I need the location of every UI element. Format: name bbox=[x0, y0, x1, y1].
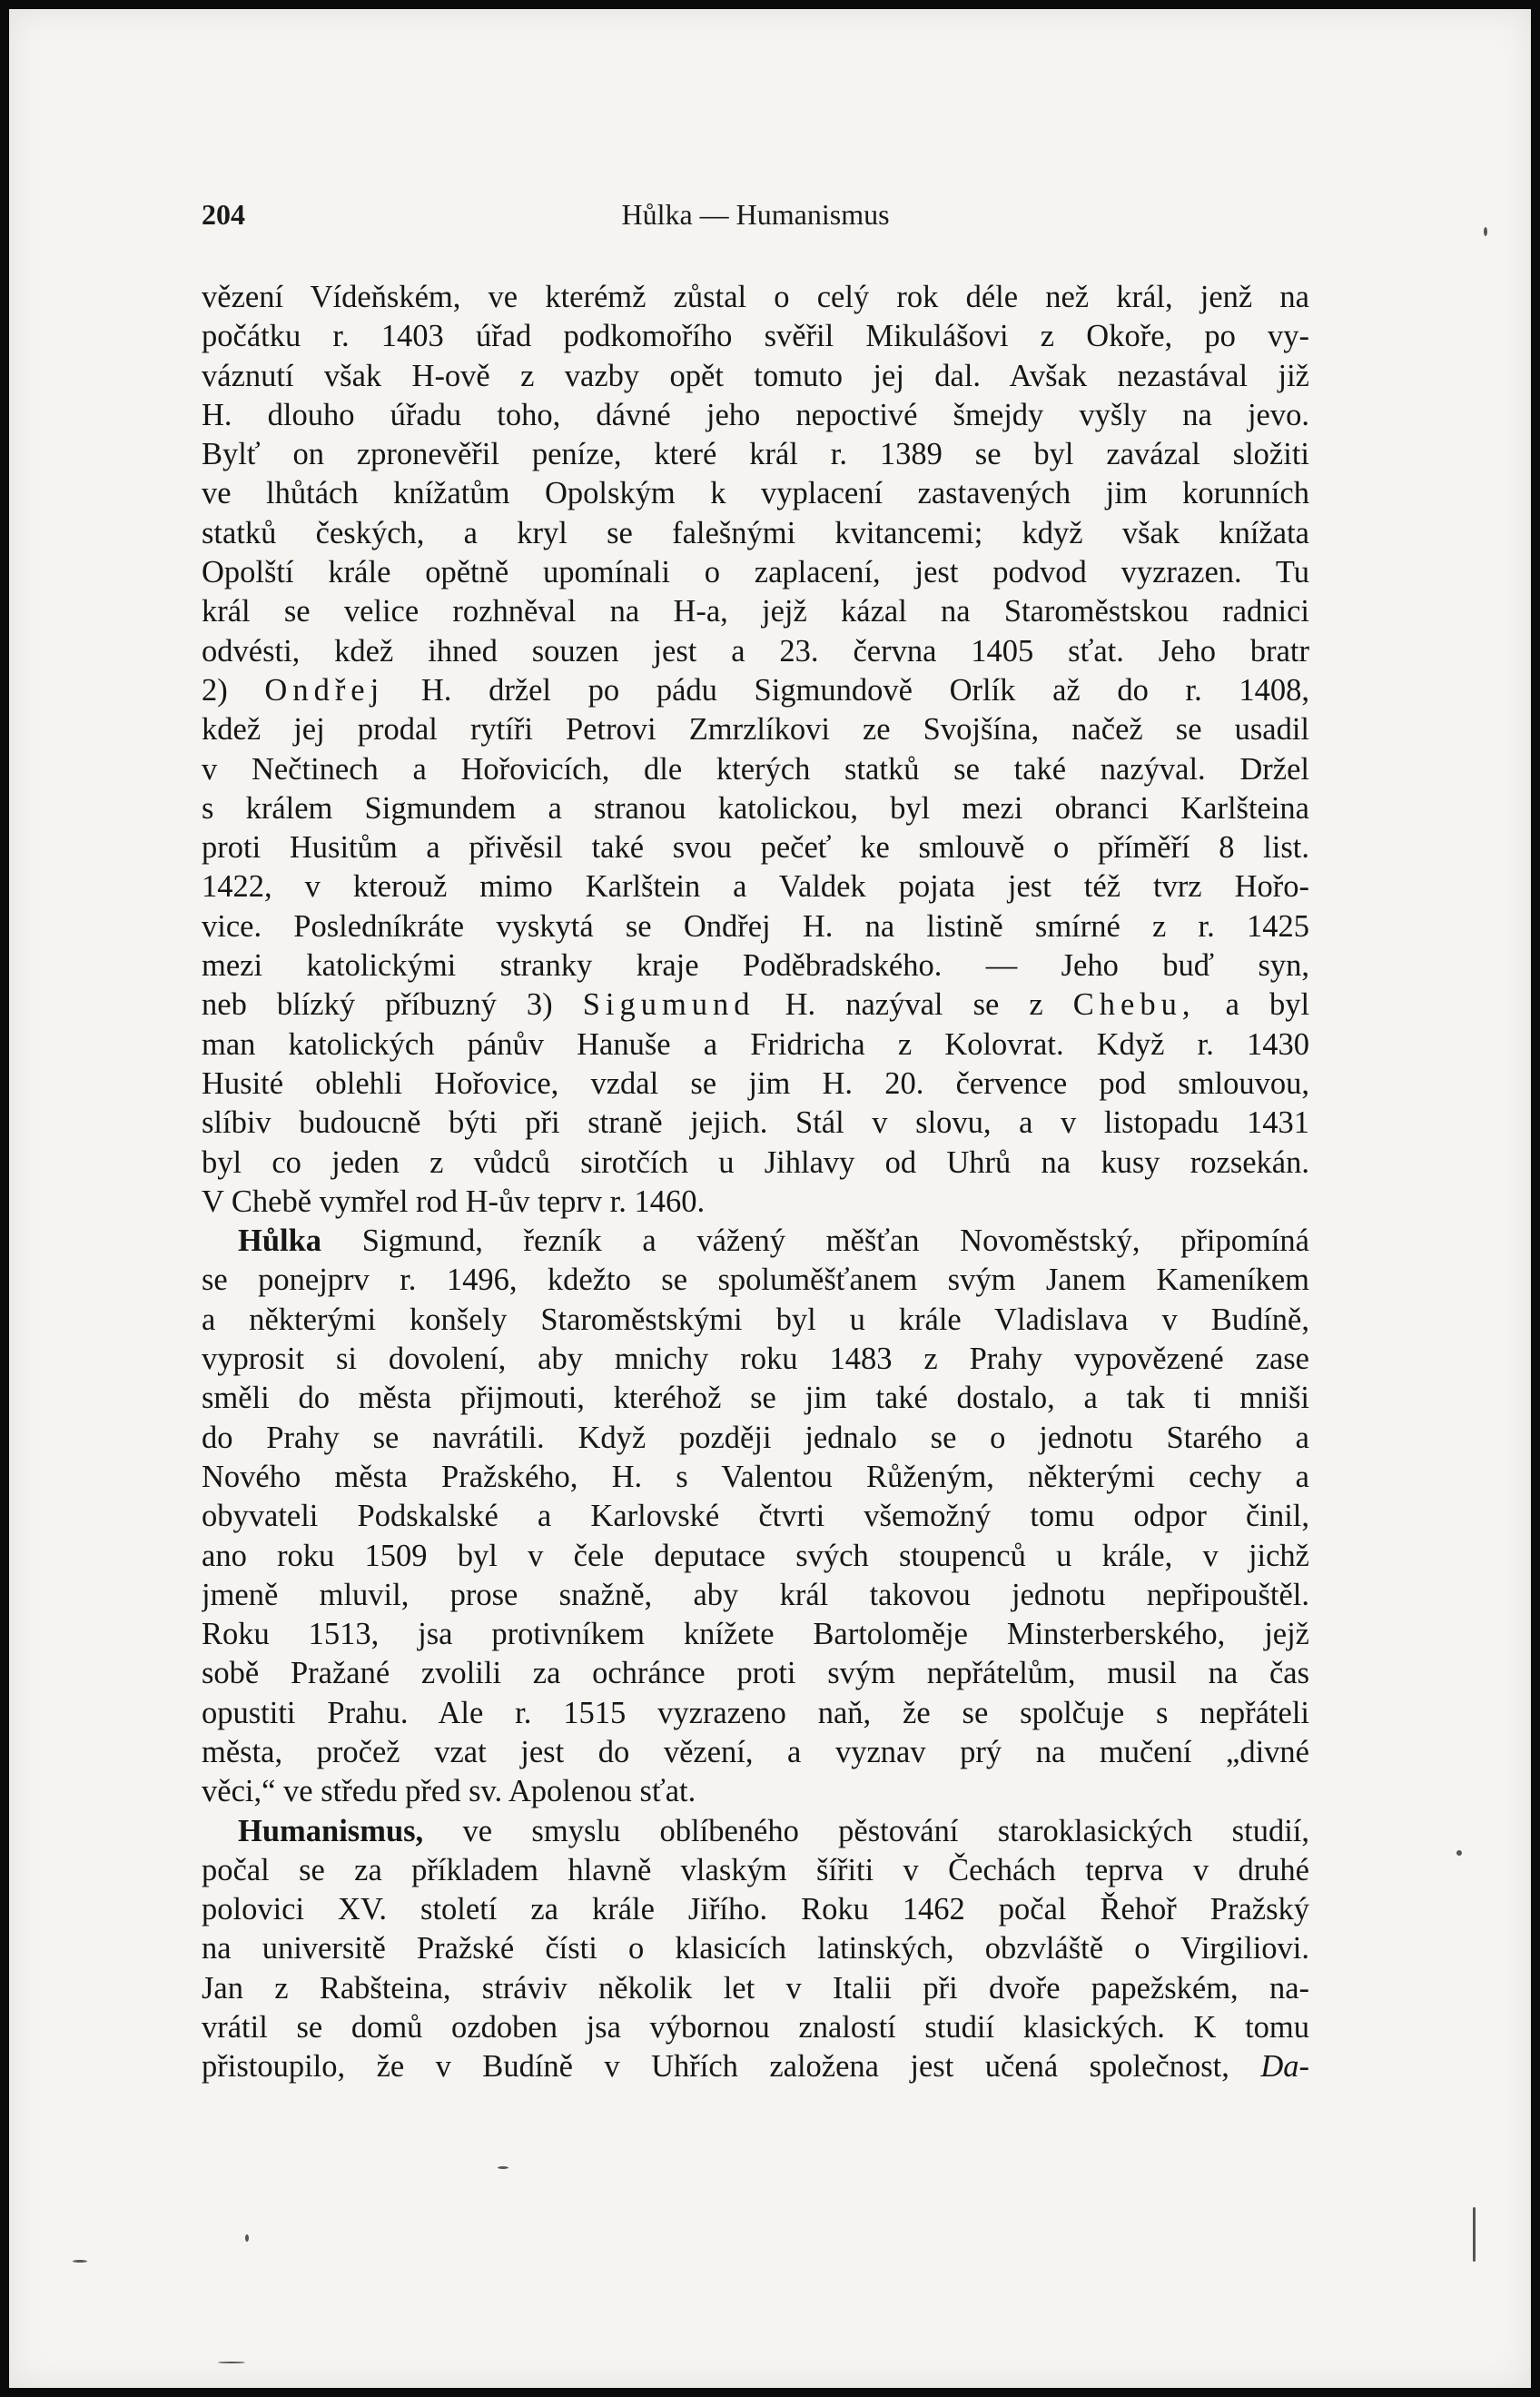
text-line bbox=[202, 986, 1309, 1025]
text-line: ve lhůtách knížatům Opolským k vyplacení zastavených jim korunních bbox=[202, 476, 1309, 511]
text-line: obyvateli Podskalské a Karlovské čtvrti všemožný tomu odpor činil, bbox=[202, 1499, 1309, 1534]
scan-speck bbox=[498, 2166, 508, 2169]
text-line: počátku r. 1403 úřad podkomořího svěřil Mikulášovi z Okoře, po vy- bbox=[202, 319, 1309, 354]
text-line: jmeně mluvil, prose snažně, aby král takovou jednotu nepřipouštěl. bbox=[202, 1577, 1309, 1612]
scan-speck bbox=[1484, 227, 1487, 236]
scan-speck bbox=[245, 2234, 249, 2242]
text-line: Husité oblehli Hořovice, vzdal se jim H. 20. července pod smlouvou, bbox=[202, 1065, 1309, 1101]
text-line: vrátil se domů ozdoben jsa výbornou znalostí studií klasických. K tomu bbox=[202, 2010, 1309, 2045]
text-line: V Chebě vymřel rod H-ův teprv r. 1460. bbox=[202, 1184, 706, 1219]
list-marker: 2) bbox=[202, 672, 228, 708]
text-line: Jan z Rabšteina, stráviv několik let v Italii při dvoře papežském, na- bbox=[202, 1970, 1309, 2006]
text-line: kdež jej prodal rytíři Petrovi Zmrzlíkovi ze Svojšína, načež se usadil bbox=[202, 712, 1309, 748]
text-line: Bylť on zpronevěřil peníze, které král r. 1389 se byl zavázal složiti bbox=[202, 437, 1309, 472]
text-line bbox=[202, 2047, 1309, 2086]
page-number: 204 bbox=[202, 198, 245, 231]
text-line: polovici XV. století za krále Jiřího. Roku 1462 počal Řehoř Pražský bbox=[202, 1892, 1309, 1927]
text-line bbox=[202, 671, 1309, 710]
text-line: v Nečtinech a Hořovicích, dle kterých statků se také nazýval. Držel bbox=[202, 751, 1309, 787]
running-head bbox=[202, 198, 1309, 243]
text-run: ve smyslu oblíbeného pěstování staroklasických studií, bbox=[462, 1813, 1309, 1848]
text-line: byl co jeden z vůdců sirotčích u Jihlavy od Uhrů na kusy rozsekán. bbox=[202, 1144, 1309, 1180]
running-title: Hůlka — Humanismus bbox=[621, 198, 890, 231]
text-line: věci,“ ve středu před sv. Apolenou sťat. bbox=[202, 1774, 696, 1809]
text-run: H. nazýval se z bbox=[785, 987, 1043, 1023]
text-line: vězení Vídeňském, ve kterémž zůstal o celý rok déle než král, jenž na bbox=[202, 280, 1309, 314]
text-line: odvésti, kdež ihned souzen jest a 23. června 1405 sťat. Jeho bratr bbox=[202, 633, 1309, 669]
person-name: Ondřej bbox=[264, 672, 385, 708]
text-line: slíbiv budoucně býti při straně jejich. Stál v slovu, a v listopadu 1431 bbox=[202, 1105, 1309, 1141]
entry-headword: Humanismus, bbox=[238, 1813, 424, 1848]
text-line: směli do města přijmouti, kteréhož se jim také dostalo, a tak ti mniši bbox=[202, 1381, 1309, 1416]
scan-speck bbox=[218, 2362, 245, 2363]
text-line: ano roku 1509 byl v čele deputace svých stoupenců u krále, v jichž bbox=[202, 1538, 1309, 1573]
entry-start-humanismus bbox=[202, 1812, 1309, 1851]
italic-fragment: Da- bbox=[1260, 2049, 1309, 2085]
text-line: a některými konšely Staroměstskými byl u krále Vladislava v Budíně, bbox=[202, 1302, 1309, 1337]
book-page bbox=[9, 9, 1531, 2388]
entry-start-hulka-sigmund bbox=[202, 1222, 1309, 1261]
text-line: 1422, v kterouž mimo Karlštein a Valdek pojata jest též tvrz Hořo- bbox=[202, 869, 1309, 905]
text-line: man katolických pánův Hanuše a Fridricha z Kolovrat. Když r. 1430 bbox=[202, 1026, 1309, 1062]
text-run: a byl bbox=[1225, 987, 1309, 1023]
text-line: váznutí však H-ově z vazby opět tomuto jej dal. Avšak nezastával již bbox=[202, 358, 1309, 393]
text-line: se ponejprv r. 1496, kdežto se spoluměšťanem svým Janem Kameníkem bbox=[202, 1263, 1309, 1298]
text-line: statků českých, a kryl se falešnými kvitancemi; když však knížata bbox=[202, 515, 1309, 550]
body-text bbox=[202, 278, 1309, 2087]
text-line: vice. Posledníkráte vyskytá se Ondřej H. na listině smírné z r. 1425 bbox=[202, 908, 1309, 944]
text-line: proti Husitům a přivěsil také svou pečeť ke smlouvě o příměří 8 list. bbox=[202, 830, 1309, 866]
text-line: Roku 1513, jsa protivníkem knížete Bartoloměje Minsterberského, jejž bbox=[202, 1617, 1309, 1652]
text-line: města, pročež vzat jest do vězení, a vyznav prý na mučení „divné bbox=[202, 1734, 1309, 1769]
text-line: Opolští krále opětně upomínali o zaplacení, jest podvod vyzrazen. Tu bbox=[202, 555, 1309, 590]
text-run: neb blízký příbuzný 3) bbox=[202, 987, 553, 1023]
text-line: H. dlouho úřadu toho, dávné jeho nepoctivé šmejdy vyšly na jevo. bbox=[202, 397, 1309, 432]
text-run: přistoupilo, že v Budíně v Uhřích založena jest učená společnost, bbox=[202, 2049, 1229, 2085]
text-line: opustiti Prahu. Ale r. 1515 vyzrazeno naň, že se spolčuje s nepřáteli bbox=[202, 1695, 1309, 1730]
text-line: sobě Pražané zvolili za ochránce proti svým nepřátelům, musil na čas bbox=[202, 1656, 1309, 1691]
text-line: počal se za příkladem hlavně vlaským šířiti v Čechách teprva v druhé bbox=[202, 1852, 1309, 1887]
text-line: Nového města Pražského, H. s Valentou Růženým, některými cechy a bbox=[202, 1459, 1309, 1494]
entry-headword: Hůlka bbox=[238, 1223, 322, 1259]
text-line: vyprosit si dovolení, aby mnichy roku 1483 z Prahy vypovězené zase bbox=[202, 1342, 1309, 1377]
text-line: mezi katolickými stranky kraje Poděbradského. — Jeho buď syn, bbox=[202, 948, 1309, 984]
place-name: Chebu, bbox=[1072, 987, 1196, 1023]
text-run: H. držel po pádu Sigmundově Orlík až do r. 1408, bbox=[420, 672, 1309, 708]
text-line: s králem Sigmundem a stranou katolickou, byl mezi obranci Karlšteina bbox=[202, 790, 1309, 826]
text-line: král se velice rozhněval na H-a, jejž kázal na Staroměstskou radnici bbox=[202, 594, 1309, 629]
text-run: Sigmund, řezník a vážený měšťan Novoměstský, připomíná bbox=[361, 1223, 1309, 1259]
text-line: do Prahy se navrátili. Když později jednalo se o jednotu Starého a bbox=[202, 1420, 1309, 1455]
text-line: na universitě Pražské čísti o klasicích latinských, obzvláště o Virgiliovi. bbox=[202, 1931, 1309, 1966]
scan-speck bbox=[1456, 1850, 1462, 1856]
scan-speck bbox=[1473, 2207, 1476, 2262]
person-name: Sigumund bbox=[582, 987, 755, 1023]
scan-speck bbox=[73, 2260, 87, 2263]
